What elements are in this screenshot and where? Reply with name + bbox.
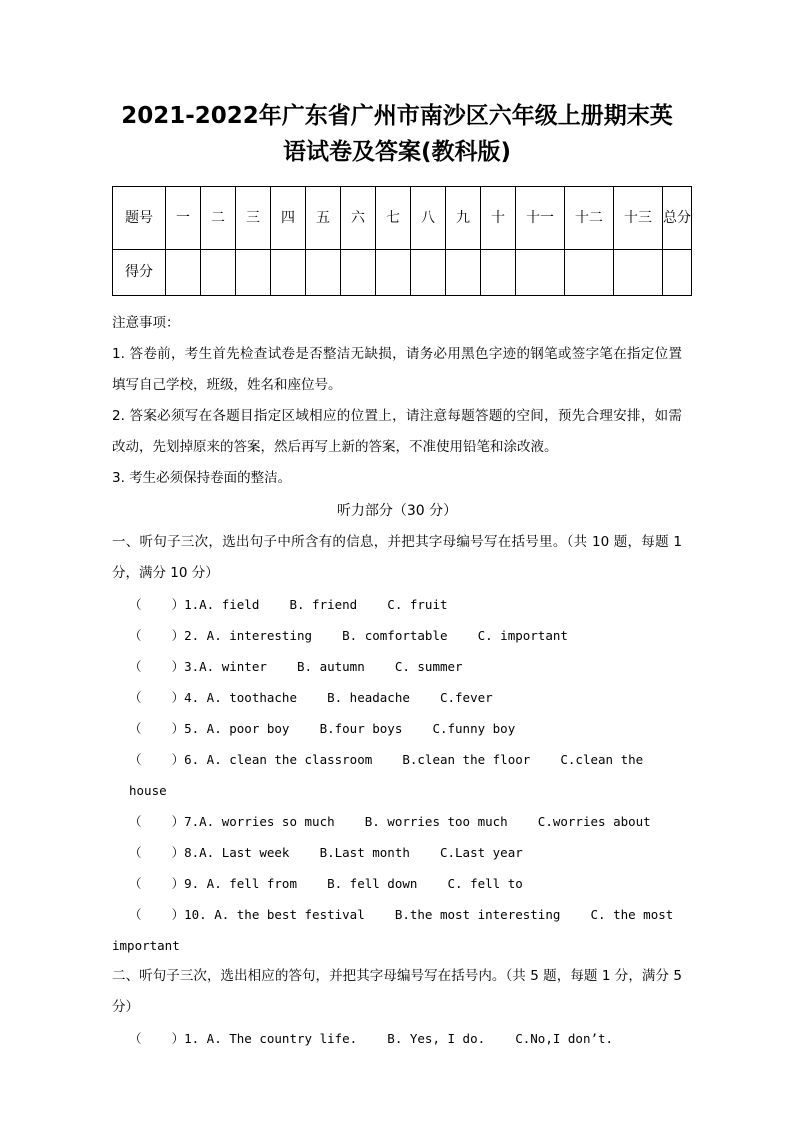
question-col-11: 十一 [516,187,565,250]
page-title: 2021-2022年广东省广州市南沙区六年级上册期末英语试卷及答案(教科版) [121,103,673,165]
score-cell-2[interactable] [201,250,236,296]
notes-item-3: 3. 考生必须保持卷面的整洁。 [112,470,292,486]
score-cell-3[interactable] [236,250,271,296]
score-cell-13[interactable] [614,250,663,296]
score-cell-7[interactable] [376,250,411,296]
score-cell-9[interactable] [446,250,481,296]
score-cell-12[interactable] [565,250,614,296]
section-two-question-list [112,1023,682,1054]
question-col-12: 十二 [565,187,614,250]
table-row [113,187,692,250]
score-cell-4[interactable] [271,250,306,296]
notes-item-2: 2. 答案必须写在各题目指定区域相应的位置上，请注意每题答题的空间，预先合理安排，如需改动，先划掉原来的答案，然后再写上新的答案，不准使用铅笔和涂改液。 [112,408,682,455]
list-item[interactable]: （ ）5. A. poor boy B.four boys C.funny boy [129,721,516,736]
question-col-13: 十三 [614,187,663,250]
question-col-7: 七 [376,187,411,250]
question-col-9: 九 [446,187,481,250]
section-one-question-list [112,589,682,961]
question-col-6: 六 [341,187,376,250]
list-item[interactable]: （ ）4. A. toothache B. headache C.fever [129,690,493,705]
question-col-2: 二 [201,187,236,250]
list-item[interactable]: （ ）2. A. interesting B. comfortable C. important [129,628,568,643]
section-one-heading: 一、听句子三次，选出句子中所含有的信息，并把其字母编号写在括号里。（共 10 题，每题 1 分，满分 10 分） [112,534,682,581]
score-cell-11[interactable] [516,250,565,296]
score-cell-8[interactable] [411,250,446,296]
notes-item-1: 1. 答卷前，考生首先检查试卷是否整洁无缺损，请务必用黑色字迹的钢笔或签字笔在指定位置填写自己学校，班级，姓名和座位号。 [112,346,682,393]
list-item[interactable]: （ ）7.A. worries so much B. worries too much C.worries about [129,814,651,829]
question-col-4: 四 [271,187,306,250]
section-two [112,961,682,1054]
listening-part-heading: 听力部分（30 分） [336,503,458,519]
score-cell-total[interactable] [663,250,692,296]
question-col-5: 五 [306,187,341,250]
question-col-1: 一 [166,187,201,250]
notes-heading: 注意事项： [112,315,180,331]
list-item[interactable]: （ ）1.A. field B. friend C. fruit [129,597,448,612]
list-item[interactable]: （ ）3.A. winter B. autumn C. summer [129,659,463,674]
score-cell-6[interactable] [341,250,376,296]
section-one [112,527,682,961]
list-item[interactable]: （ ）9. A. fell from B. fell down C. fell to [129,876,523,891]
list-item[interactable]: （ ）8.A. Last week B.Last month C.Last year [129,845,523,860]
section-two-heading: 二、听句子三次，选出相应的答句，并把其字母编号写在括号内。（共 5 题，每题 1 分，满分 5 分） [112,968,682,1015]
question-10-continuation: important [112,938,180,953]
list-item[interactable]: （ ）6. A. clean the classroom B.clean the floor C.clean the house [129,752,651,798]
score-cell-1[interactable] [166,250,201,296]
question-col-8: 八 [411,187,446,250]
score-cell-10[interactable] [481,250,516,296]
question-col-10: 十 [481,187,516,250]
question-col-3: 三 [236,187,271,250]
score-table-container [112,186,691,296]
score-cell-5[interactable] [306,250,341,296]
page-content [112,0,691,1054]
list-item[interactable]: （ ）10. A. the best festival B.the most interesting C. the most [129,907,674,922]
total-score-label: 总分 [663,187,692,250]
list-item[interactable]: （ ）1. A. The country life. B. Yes, I do. C.No,I don’t. [129,1031,614,1046]
question-number-label: 题号 [113,187,166,250]
notes-section [112,308,682,494]
score-label: 得分 [113,250,166,296]
score-table [112,186,692,296]
table-row [113,250,692,296]
